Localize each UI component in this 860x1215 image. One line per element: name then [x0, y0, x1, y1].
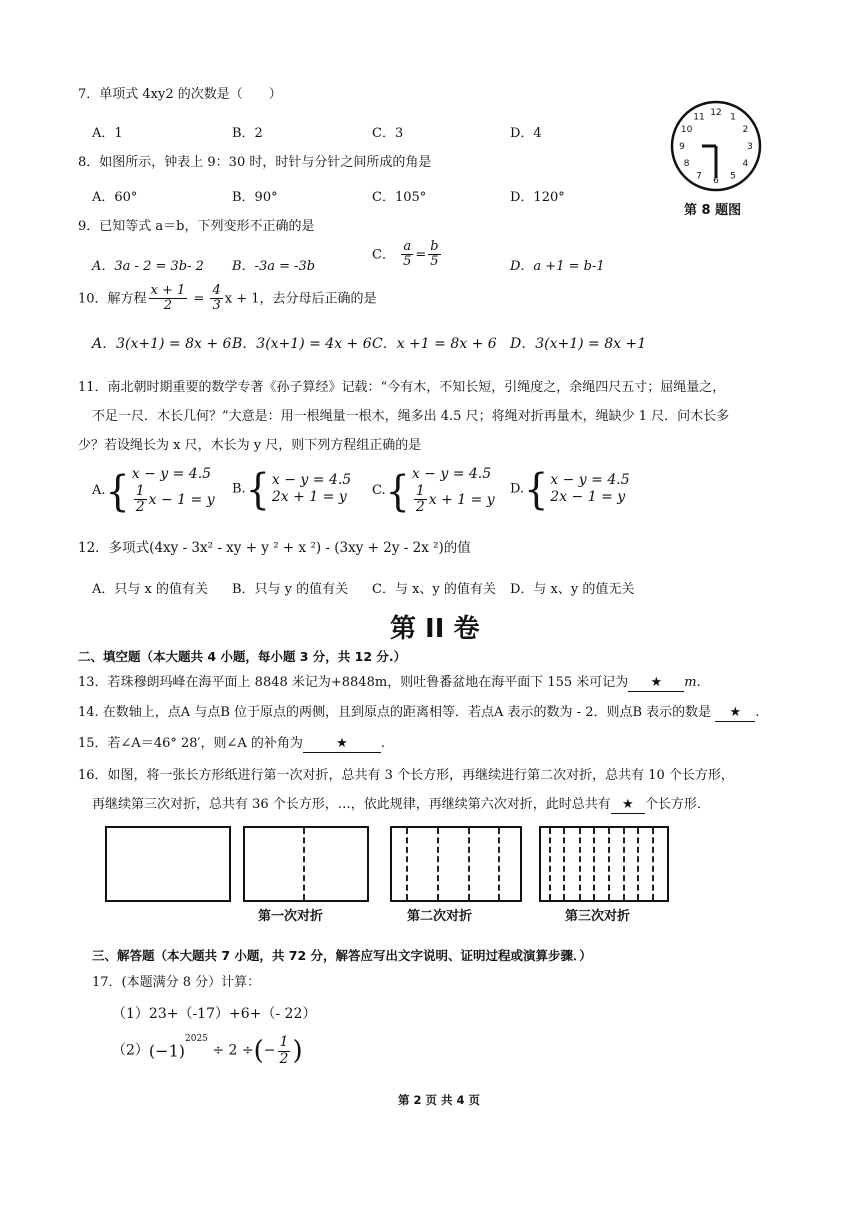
q11-option-d [510, 464, 630, 514]
q10-num1: x + 1 [150, 283, 186, 298]
q11-a-half [134, 484, 147, 516]
fold-line [498, 828, 500, 900]
q17-p2-base: (−1) [148, 1041, 185, 1061]
clock-number: 10 [680, 125, 693, 135]
fold-line [406, 828, 408, 900]
clock-number: 3 [747, 142, 753, 152]
section3-heading: 三、解答题（本大题共 7 小题，共 72 分，解答应写出文字说明、证明过程或演算步骤．） [92, 948, 592, 963]
q10-rest: x + 1，去分母后正确的是 [224, 291, 377, 307]
q17-p2-num: 1 [279, 1034, 289, 1051]
q17-stem: 17．(本题满分 8 分）计算： [92, 975, 261, 990]
q11-c-system [412, 466, 495, 515]
q17-p2-lparen: ( [253, 1036, 264, 1066]
fold-line [549, 828, 551, 900]
q10-fraction-left [149, 284, 188, 314]
q11-c-eq2 [412, 484, 495, 516]
fold-line [468, 828, 470, 900]
q9-option-a: A．3a - 2 = 3b- 2 [92, 259, 204, 274]
q11-b-eq1: x − y = 4.5 [271, 471, 352, 488]
q14 [78, 705, 759, 722]
fold-line [437, 828, 439, 900]
fold-line [303, 828, 305, 900]
q7-option-b: B．2 [232, 126, 263, 141]
q7-option-d: D．4 [510, 126, 542, 141]
q11-b-eq2: 2x + 1 = y [271, 489, 347, 505]
q16-line1: 16．如图，将一张长方形纸进行第一次对折，总共有 3 个长方形，再继续进行第二次对折，总共有 10 个长方形， [78, 768, 734, 783]
q11-b-label: B. [232, 481, 246, 497]
q13-text: 13．若珠穆朗玛峰在海平面上 8848 米记为+8848m，则吐鲁番盆地在海平面下 155 米可记为 [78, 675, 629, 690]
q14-text: 14. 在数轴上，点A 与点B 位于原点的两侧，且到原点的距离相等．若点A 表示的数为 - 2．则点B 表示的数是 [78, 705, 712, 720]
q8-figure-caption: 第 8 题图 [684, 203, 742, 218]
q16-line2 [92, 797, 710, 814]
q13-blank: ★ [628, 675, 684, 692]
q17-p2-minus: − [263, 1042, 276, 1059]
q11-c-label: C. [372, 483, 386, 499]
clock-number: 8 [683, 159, 690, 169]
clock-number: 12 [710, 108, 722, 118]
q12-stem: 12．多项式(4xy - 3x² - xy + y ² + x ²) - (3xy + 2y - 2x ²)的值 [78, 540, 471, 556]
clock-number: 2 [742, 125, 749, 135]
q9-option-c-right-fraction [428, 240, 440, 270]
q11-option-a [92, 466, 215, 515]
q9-c-left-num: a [401, 240, 413, 255]
q15-tail: . [380, 736, 386, 751]
fold-line [563, 828, 565, 900]
q10-option-c: C．x +1 = 8x + 6 [372, 336, 497, 352]
q9-c-right-num: b [430, 239, 439, 254]
fold-caption-second: 第二次对折 [407, 909, 473, 924]
q11-c-half-den: 2 [415, 498, 425, 515]
clock-number: 9 [679, 142, 685, 152]
q11-a-eq2-rest: x − 1 = y [148, 491, 215, 508]
q7-option-a: A．1 [92, 126, 123, 141]
q11-line3: 少？若设绳长为 x 尺，木长为 y 尺，则下列方程组正确的是 [78, 438, 422, 453]
fold-rect-third [539, 826, 669, 902]
q11-a-eq1: x − y = 4.5 [131, 466, 212, 482]
q14-tail: . [755, 705, 760, 720]
q11-option-c [372, 466, 495, 515]
q12-option-b: B．只与 y 的值有关 [232, 582, 349, 597]
q11-a-eq2 [132, 484, 215, 516]
q10-option-a: A．3(x+1) = 8x + 6 [92, 336, 232, 352]
fold-line [637, 828, 639, 900]
q9-option-c-left-fraction [401, 240, 413, 270]
q11-b-brace: { [245, 464, 270, 514]
q11-c-half [414, 484, 427, 516]
q11-c-eq1: x − y = 4.5 [411, 466, 492, 482]
q11-option-b [232, 464, 352, 514]
q11-b-system [272, 472, 351, 507]
q8-option-a: A．60° [92, 190, 138, 205]
q11-a-half-num: 1 [135, 482, 145, 499]
q11-c-eq2-rest: x + 1 = y [428, 491, 495, 508]
q11-a-system [132, 466, 215, 515]
fold-rect-first [243, 826, 369, 902]
q7-stem: 7．单项式 4xy2 的次数是（ ） [78, 87, 282, 102]
clock-number: 6 [713, 176, 719, 186]
q17-p2-exponent: 2025 [185, 1034, 208, 1044]
clock-number: 11 [693, 112, 705, 123]
fold-caption-third: 第三次对折 [565, 909, 631, 924]
q10-den1: 2 [163, 298, 173, 314]
fold-line [623, 828, 625, 900]
clock-number: 5 [730, 171, 736, 182]
q11-d-label: D. [510, 481, 525, 497]
q12-option-a: A．只与 x 的值有关 [92, 582, 208, 597]
q17-part1: （1）23+（-17）+6+（- 22） [112, 1006, 317, 1022]
q11-c-half-num: 1 [415, 482, 425, 499]
fold-line [593, 828, 595, 900]
q9-option-c: C． $\frac{a}{5}$ = $\frac{b}{5}$ [372, 239, 439, 270]
q11-d-eq2: 2x − 1 = y [550, 489, 626, 505]
q10-num2: 4 [212, 283, 221, 298]
q11-c-brace: { [385, 466, 410, 515]
q8-option-d: D．120° [510, 190, 565, 205]
q11-a-half-den: 2 [135, 498, 145, 515]
q9-stem: 9．已知等式 a＝b，下列变形不正确的是 [78, 219, 315, 234]
clock-number: 4 [742, 159, 749, 169]
q10-option-d: D．3(x+1) = 8x +1 [510, 336, 647, 352]
q10-prefix: 10．解方程 [78, 291, 147, 307]
q9-option-d: D．a +1 = b-1 [510, 259, 605, 274]
fold-rect-original [105, 826, 231, 902]
page-footer: 第 2 页 共 4 页 [398, 1093, 481, 1107]
clock-figure [668, 98, 764, 194]
q9-option-b: B．-3a = -3b [232, 259, 316, 274]
q14-blank: ★ [715, 705, 755, 722]
q17-p2-mid: ÷ 2 ÷ [207, 1042, 254, 1059]
q10-fraction-right [210, 284, 222, 314]
q10-den2: 3 [212, 298, 221, 314]
fold-line [608, 828, 610, 900]
q9-c-right-den: 5 [430, 254, 439, 270]
q17-p2-label: （2） [112, 1042, 149, 1059]
fold-caption-first: 第一次对折 [258, 909, 324, 924]
q16-tail: 个长方形． [644, 797, 710, 812]
q9-c-left-den: 5 [403, 254, 412, 270]
q17-p2-den: 2 [279, 1050, 289, 1067]
q11-d-brace: { [524, 464, 549, 514]
q8-option-b: B．90° [232, 190, 278, 205]
clock-number: 7 [696, 171, 702, 182]
q9-option-c-label: C． [372, 247, 395, 263]
q11-a-label: A. [92, 483, 106, 499]
q16-blank: ★ [611, 797, 645, 814]
section2-heading: 二、填空题（本大题共 4 小题，每小题 3 分，共 12 分.） [78, 649, 407, 664]
q15-blank: ★ [303, 736, 381, 753]
q8-option-c: C．105° [372, 190, 427, 205]
q12-option-c: C．与 x、y 的值有关 [372, 582, 496, 597]
q10-stem: 10．解方程 $\frac{x + 1}{2}$ = $\frac{4}{3}$ x + 1，去分母后正确的是 [78, 283, 377, 314]
q11-d-system [550, 472, 629, 507]
q11-d-eq1: x − y = 4.5 [550, 471, 630, 488]
clock-number: 1 [730, 112, 736, 123]
q13 [78, 675, 701, 692]
q7-option-c: C．3 [372, 126, 404, 141]
q15 [78, 736, 385, 753]
q8-stem: 8．如图所示，钟表上 9：30 时，时针与分针之间所成的角是 [78, 155, 432, 170]
q11-line1: 11．南北朝时期重要的数学专著《孙子算经》记载：“今有木，不知长短，引绳度之，余绳四尺五寸；屈绳量之， [78, 380, 726, 395]
fold-line [579, 828, 581, 900]
q16-line2-text: 再继续第三次对折，总共有 36 个长方形，…，依此规律，再继续第六次对折，此时总共有 [92, 797, 611, 812]
q11-a-brace: { [105, 466, 130, 515]
fold-line [652, 828, 654, 900]
part2-title: 第 II 卷 [390, 614, 480, 644]
q11-line2: 不足一尺．木长几何？”大意是：用一根绳量一根木，绳多出 4.5 尺；将绳对折再量木，绳缺少 1 尺．问木长多 [92, 409, 730, 424]
q15-text: 15．若∠A＝46° 28′，则∠A 的补角为 [78, 736, 303, 751]
q17-part2 [112, 1034, 303, 1067]
q17-p2-fraction [278, 1035, 291, 1067]
q13-tail: m. [684, 675, 701, 690]
q10-option-b: B．3(x+1) = 4x + 6 [232, 336, 372, 352]
q17-p2-rparen: ) [292, 1036, 303, 1066]
q12-option-d: D．与 x、y 的值无关 [510, 582, 635, 597]
fold-rect-second [390, 826, 522, 902]
